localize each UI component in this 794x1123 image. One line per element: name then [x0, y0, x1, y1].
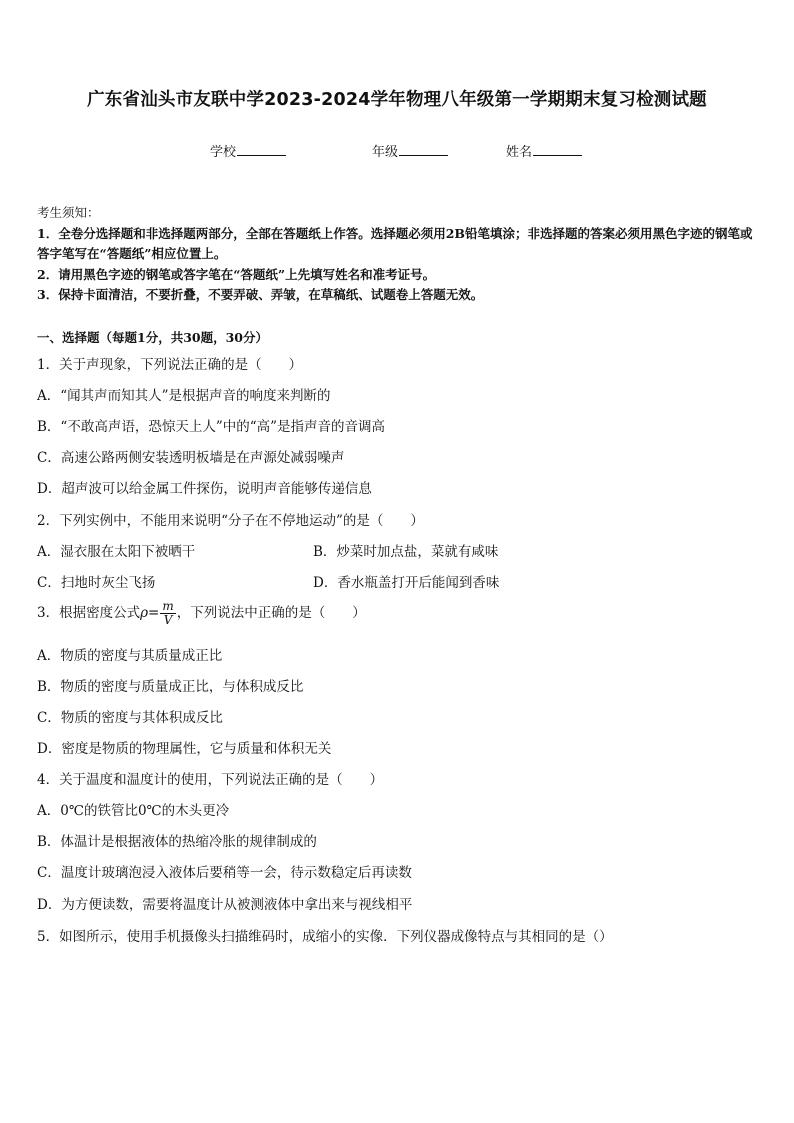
question-4-stem: 4．关于温度和温度计的使用，下列说法正确的是（ ）: [37, 772, 384, 788]
notice-item: 2．请用黑色字迹的钢笔或答字笔在“答题纸”上先填写姓名和准考证号。: [37, 266, 436, 282]
density-symbol: ρ: [140, 605, 149, 621]
name-field: [506, 141, 582, 160]
exam-title: 广东省汕头市友联中学2023-2024学年物理八年级第一学期期末复习检测试题: [87, 90, 707, 110]
name-label: 姓名: [506, 145, 533, 160]
question-3-option-c: C．物质的密度与其体积成反比: [37, 710, 223, 726]
question-2-option-a: A．湿衣服在太阳下被晒干: [37, 544, 196, 560]
question-2-option-d: D．香水瓶盖打开后能闻到香味: [313, 575, 500, 591]
question-1-option-b: B．“不敢高声语，恐惊天上人”中的“高”是指声音的音调高: [37, 419, 386, 435]
question-1-option-a: A．“闻其声而知其人”是根据声音的响度来判断的: [37, 388, 331, 404]
density-formula-fraction: [160, 600, 175, 627]
grade-label: 年级: [372, 145, 399, 160]
question-2-stem: 2．下列实例中，不能用来说明“分子在不停地运动”的是（ ）: [37, 513, 424, 529]
question-1-option-c: C．高速公路两侧安装透明板墙是在声源处减弱噪声: [37, 450, 345, 466]
question-4-option-b: B．体温计是根据液体的热缩冷胀的规律制成的: [37, 834, 317, 850]
fraction-numerator: m: [162, 599, 174, 613]
question-3-stem-prefix: 3．根据密度公式: [37, 605, 141, 621]
equals-sign: =: [148, 605, 160, 621]
question-2-option-c: C．扫地时灰尘飞扬: [37, 575, 156, 591]
question-2-option-b: B．炒菜时加点盐，菜就有咸味: [313, 544, 499, 560]
student-info-row: [0, 141, 794, 161]
question-3-stem: [37, 600, 366, 627]
question-1-stem: 1．关于声现象，下列说法正确的是（ ）: [37, 357, 303, 373]
notice-heading: 考生须知：: [37, 205, 100, 220]
question-4-option-c: C．温度计玻璃泡浸入液体后要稍等一会，待示数稳定后再读数: [37, 865, 412, 881]
school-blank: [237, 142, 286, 156]
grade-field: [372, 141, 448, 160]
grade-blank: [399, 142, 448, 156]
name-blank: [533, 142, 582, 156]
notice-item: 1．全卷分选择题和非选择题两部分，全部在答题纸上作答。选择题必须用2B铅笔填涂；非选择题的答案必须用黑色字迹的钢笔或答字笔写在“答题纸”相应位置上。: [37, 225, 753, 261]
school-field: [210, 141, 286, 160]
question-3-option-b: B．物质的密度与质量成正比，与体积成反比: [37, 679, 304, 695]
fraction-denominator: V: [163, 613, 173, 627]
school-label: 学校: [210, 145, 237, 160]
section-heading: 一、选择题（每题1分，共30题，30分）: [37, 330, 268, 345]
question-1-option-d: D．超声波可以给金属工件探伤，说明声音能够传递信息: [37, 481, 372, 497]
question-4-option-a: A．0℃的铁管比0℃的木头更冷: [37, 803, 230, 819]
exam-notice: [37, 203, 759, 306]
question-4-option-d: D．为方便读数，需要将温度计从被测液体中拿出来与视线相平: [37, 897, 413, 913]
question-3-option-a: A．物质的密度与其质量成正比: [37, 648, 223, 664]
question-3-option-d: D．密度是物质的物理属性，它与质量和体积无关: [37, 741, 332, 757]
question-5-stem: 5．如图所示，使用手机摄像头扫描维码时，成缩小的实像．下列仪器成像特点与其相同的是（）: [37, 929, 613, 945]
question-3-stem-suffix: ，下列说法中正确的是（ ）: [176, 605, 366, 621]
notice-item: 3．保持卡面清洁，不要折叠，不要弄破、弄皱，在草稿纸、试题卷上答题无效。: [37, 287, 484, 302]
